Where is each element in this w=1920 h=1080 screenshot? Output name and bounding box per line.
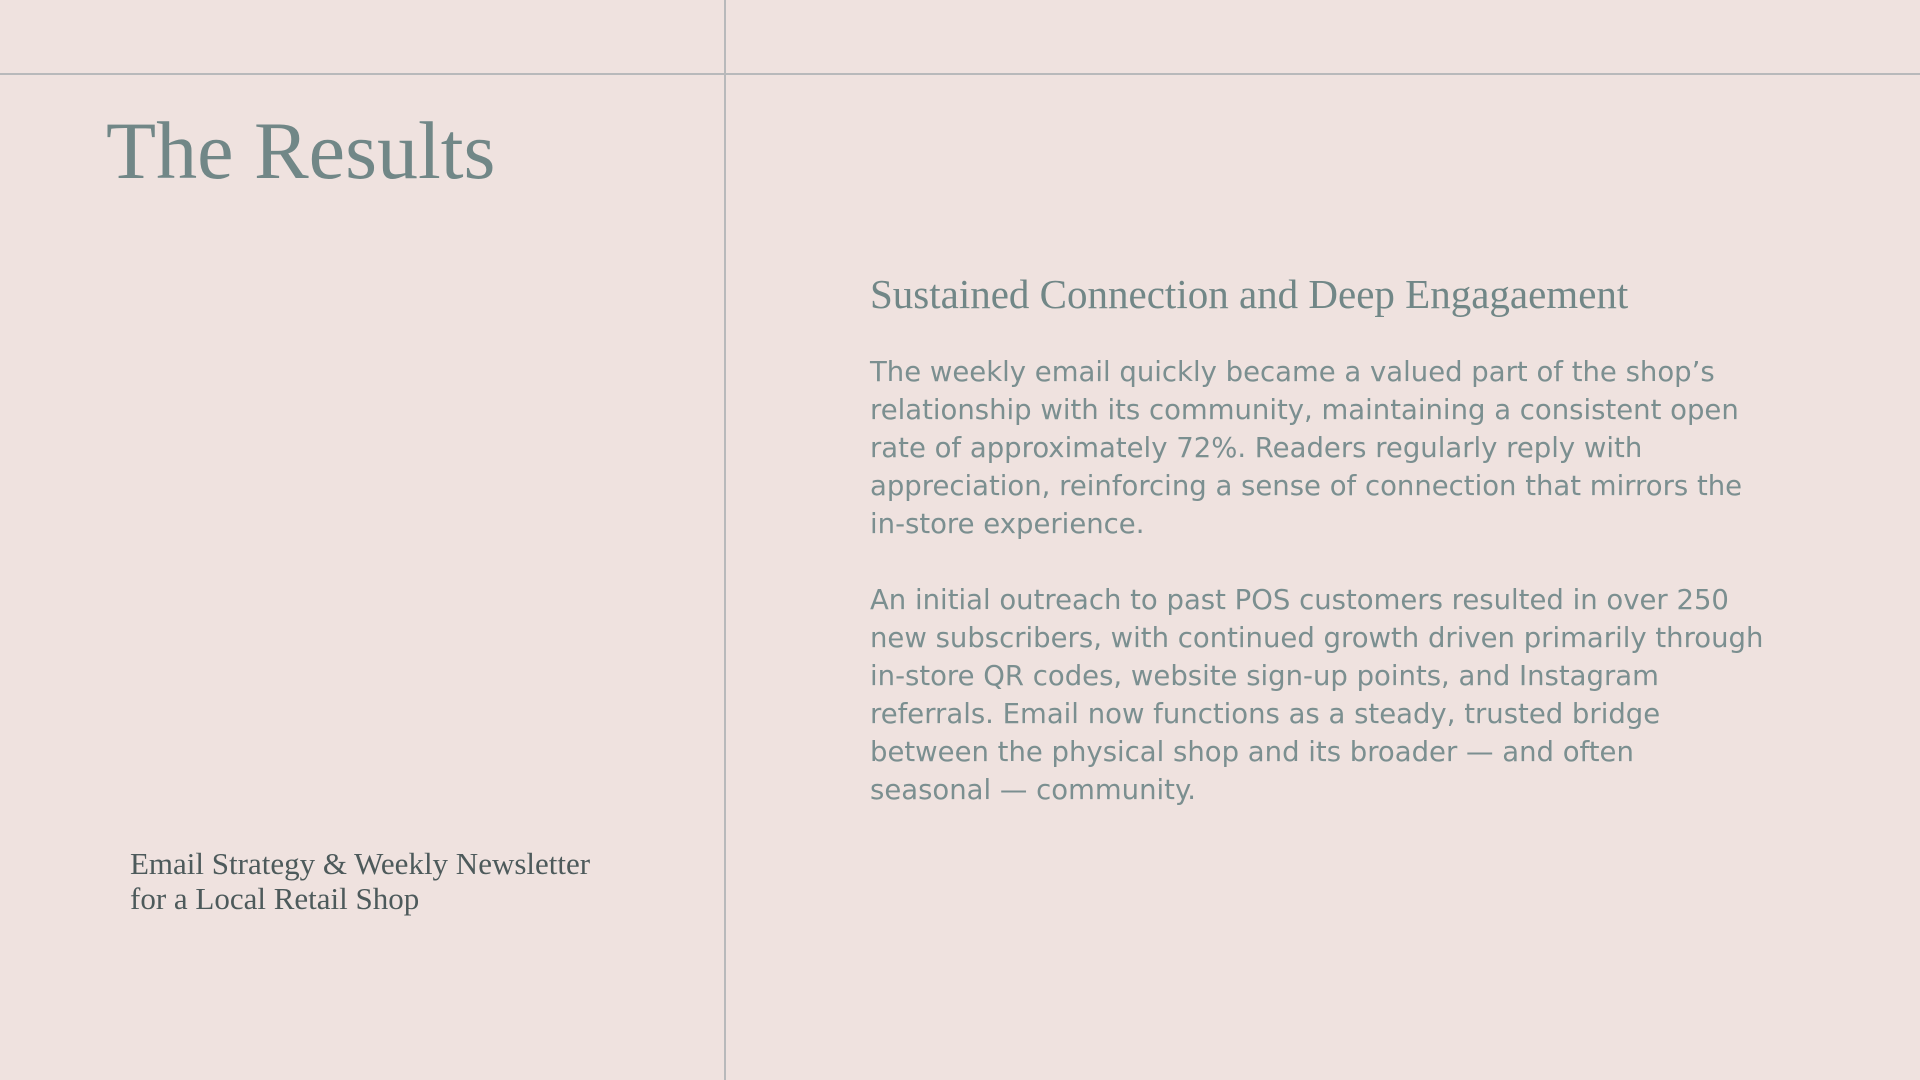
paragraph-line: rate of approximately 72%. Readers regularly reply with (870, 432, 1643, 464)
paragraph-line: appreciation, reinforcing a sense of connection that mirrors the (870, 470, 1743, 502)
results-paragraph-growth (870, 581, 1764, 809)
paragraph-line: in-store QR codes, website sign-up points, and Instagram (870, 660, 1659, 692)
section-heading: Sustained Connection and Deep Engagaement (870, 271, 1629, 317)
paragraph-line: An initial outreach to past POS customers resulted in over 250 (870, 584, 1729, 616)
subtitle-line: for a Local Retail Shop (130, 881, 420, 916)
paragraph-line: in-store experience. (870, 508, 1145, 540)
subtitle-line: Email Strategy & Weekly Newsletter (130, 846, 591, 881)
horizontal-divider (0, 73, 1920, 75)
paragraph-line: new subscribers, with continued growth driven primarily through (870, 622, 1764, 654)
vertical-divider (724, 0, 726, 1080)
paragraph-line: seasonal — community. (870, 774, 1197, 806)
paragraph-line: relationship with its community, maintaining a consistent open (870, 394, 1739, 426)
paragraph-line: between the physical shop and its broader — and often (870, 736, 1634, 768)
paragraph-line: The weekly email quickly became a valued part of the shop’s (870, 356, 1715, 388)
page-title: The Results (106, 105, 496, 196)
presentation-subtitle (130, 846, 590, 916)
results-paragraph-engagement (870, 353, 1760, 543)
paragraph-line: referrals. Email now functions as a steady, trusted bridge (870, 698, 1661, 730)
